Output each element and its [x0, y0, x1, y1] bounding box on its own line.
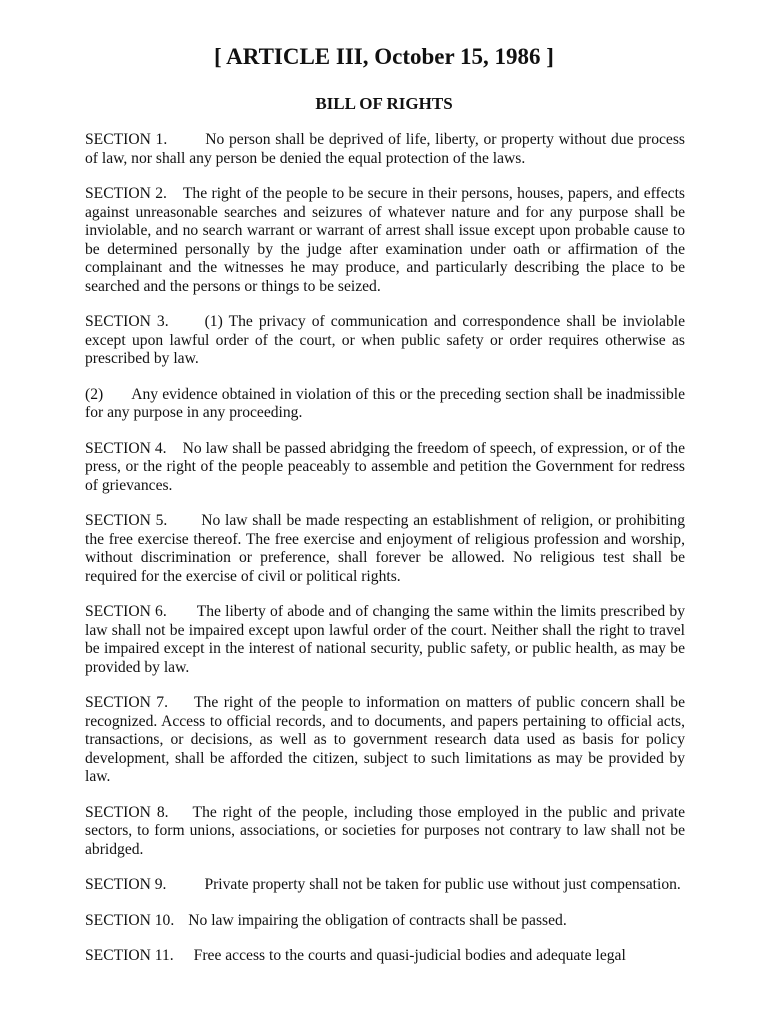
paragraph-label: SECTION 2.: [85, 185, 167, 202]
paragraph-text: No law shall be passed abridging the freedom of speech, of expression, or of the press, or the right of the people peaceably to assemble and petition the Government for redress of grievances.: [85, 439, 685, 494]
paragraph-label: SECTION 1.: [85, 131, 168, 148]
paragraph-section-9: [85, 876, 685, 895]
paragraph-label: SECTION 5.: [85, 512, 168, 529]
paragraph-section-10: [85, 912, 685, 931]
paragraph-section-3: [85, 313, 685, 369]
paragraph-text: No law shall be made respecting an establishment of religion, or prohibiting the free exercise thereof. The free exercise and enjoyment of religious profession and worship, without discrimination or preference, shall forever be allowed. No religious test shall be required for the exercise of civil or political rights.: [85, 512, 685, 585]
paragraph-label: SECTION 4.: [85, 439, 167, 457]
paragraph-text: Free access to the courts and quasi-judicial bodies and adequate legal: [193, 947, 626, 964]
paragraph-text: Private property shall not be taken for public use without just compensation.: [204, 876, 681, 893]
paragraph-text: No person shall be deprived of life, liberty, or property without due process of law, nor shall any person be denied the equal protection of the laws.: [85, 131, 685, 167]
paragraph-text: No law impairing the obligation of contracts shall be passed.: [188, 911, 567, 929]
paragraph-label: (2): [85, 385, 104, 403]
paragraph-label: SECTION 11.: [85, 947, 174, 964]
paragraph-section-6: [85, 603, 685, 677]
paragraph-text: The liberty of abode and of changing the same within the limits prescribed by law shall not be impaired except upon lawful order of the court. Neither shall the right to travel be impaired except in the interest of national security, public safety, or public health, as may be provided by law.: [85, 603, 685, 676]
paragraph-section-2: [85, 185, 685, 296]
paragraph-label: SECTION 10.: [85, 911, 175, 929]
paragraph-label: SECTION 3.: [85, 313, 169, 330]
paragraph-section-8: [85, 804, 685, 860]
paragraph-section-1: [85, 131, 685, 168]
paragraph-section-4: [85, 440, 685, 496]
paragraph-section-3-2: [85, 386, 685, 423]
paragraph-section-5: [85, 512, 685, 586]
paragraph-label: SECTION 7.: [85, 694, 168, 711]
document-body: [85, 131, 685, 983]
paragraph-text: Any evidence obtained in violation of this or the preceding section shall be inadmissible for any purpose in any proceeding.: [85, 385, 685, 421]
paragraph-text: (1) The privacy of communication and correspondence shall be inviolable except upon lawful order of the court, or when public safety or order requires otherwise as prescribed by law.: [85, 313, 685, 367]
paragraph-section-7: [85, 694, 685, 787]
section-heading: BILL OF RIGHTS: [315, 94, 453, 113]
paragraph-label: SECTION 6.: [85, 603, 167, 620]
paragraph-section-11: [85, 947, 685, 966]
paragraph-text: The right of the people to be secure in their persons, houses, papers, and effects against unreasonable searches and seizures of whatever nature and for any purpose shall be inviolable, and no search warrant or warrant of arrest shall issue except upon probable cause to be determined personally by the judge after examination under oath or affirmation of the complainant and the witnesses he may produce, and particularly describing the place to be searched and the persons or things to be seized.: [85, 185, 685, 295]
paragraph-text: The right of the people, including those employed in the public and private sectors, to form unions, associations, or societies for purposes not contrary to law shall not be abridged.: [85, 803, 686, 858]
paragraph-label: SECTION 9.: [85, 876, 167, 893]
paragraph-text: The right of the people to information on matters of public concern shall be recognized. Access to official records, and to documents, and papers pertaining to official acts, transactions, or decisions, as well as to government research data used as basis for policy development, shall be afforded the citizen, subject to such limitations as may be provided by law.: [85, 694, 685, 785]
paragraph-label: SECTION 8.: [85, 803, 169, 821]
page-title: [ ARTICLE III, October 15, 1986 ]: [214, 44, 554, 69]
